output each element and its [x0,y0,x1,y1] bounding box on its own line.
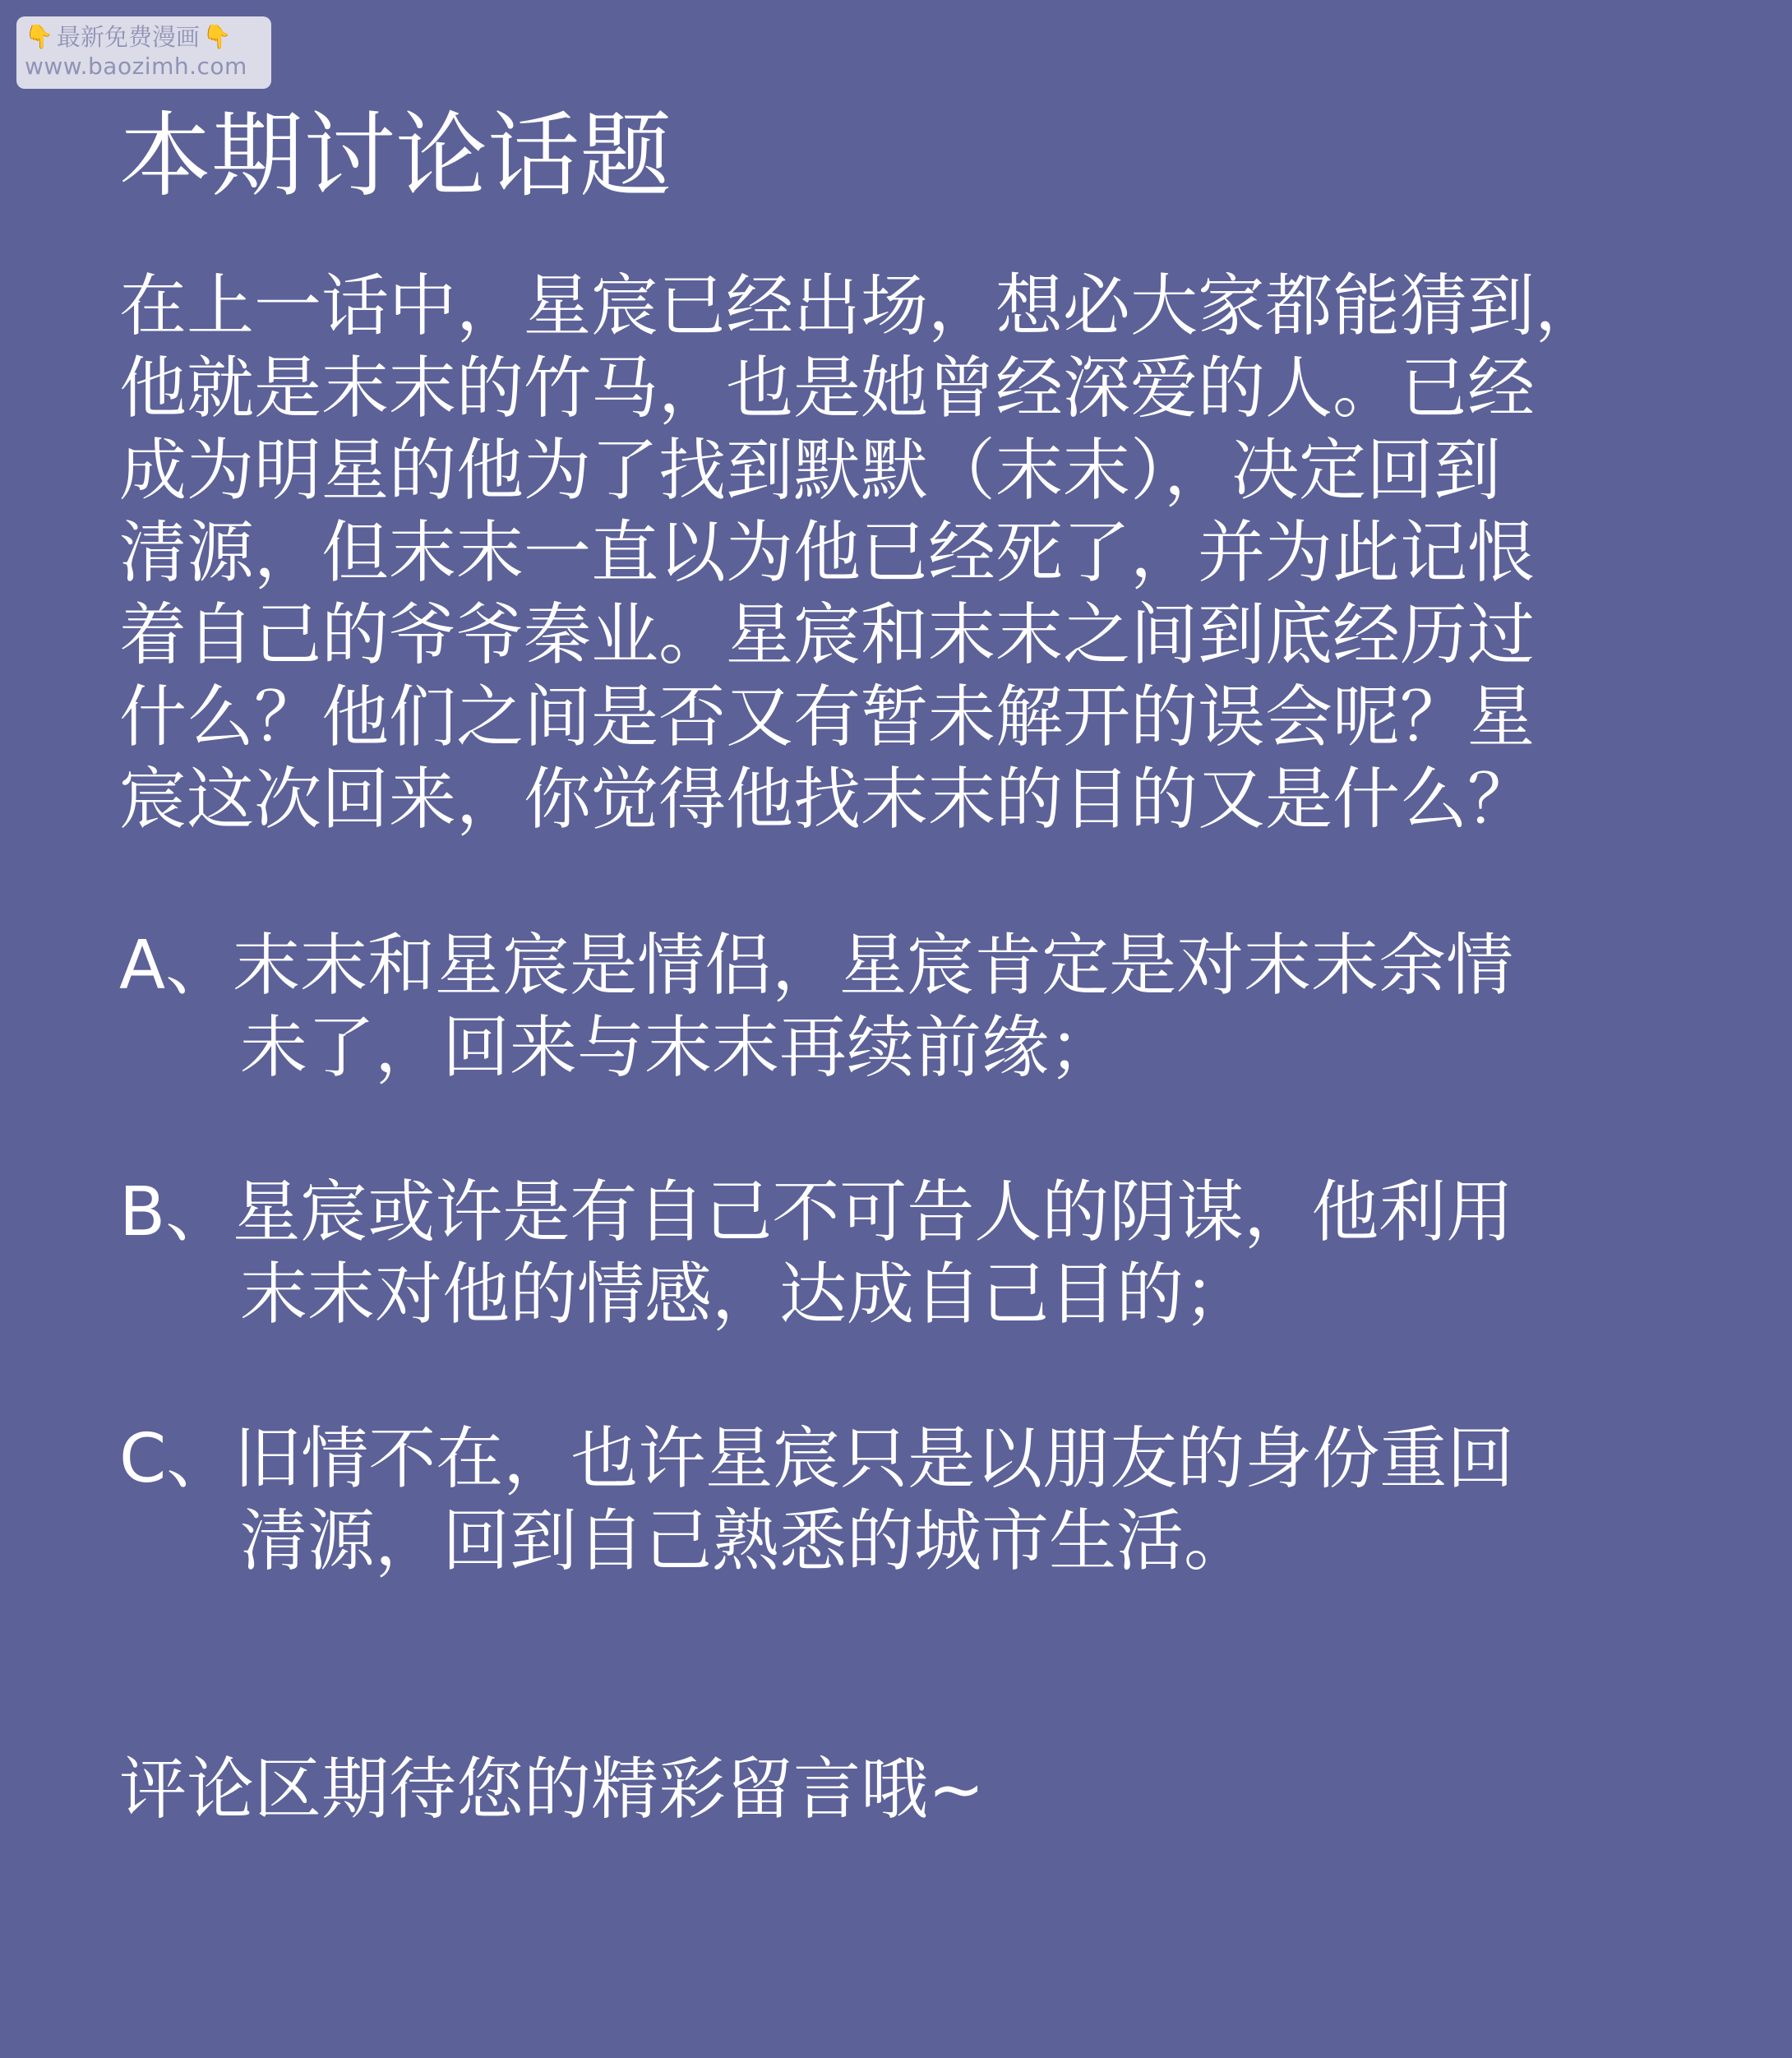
option-c [119,1418,1681,1583]
intro-line: 他就是末末的竹马，也是她曾经深爱的人。已经 [119,349,1536,428]
intro-paragraph [119,266,1681,841]
watermark-text: 最新免费漫画 [56,23,200,51]
option-a-line2: 未了，回来与末末再续前缘； [240,1009,1117,1087]
watermark-badge [16,16,271,89]
closing-text: 评论区期待您的精彩留言哦~ [119,1750,985,1829]
page-title: 本期讨论话题 [119,103,672,210]
watermark-url: www.baozimh.com [25,53,247,80]
intro-line: 什么？他们之间是否又有暂未解开的误会呢？星 [119,678,1536,756]
intro-line: 着自己的爷爷秦业。星宸和末末之间到底经历过 [119,596,1536,674]
option-c-line2: 清源，回到自己熟悉的城市生活。 [240,1502,1252,1580]
intro-line: 清源，但末末一直以为他已经死了，并为此记恨 [119,514,1536,592]
option-c-line1: C、旧情不在，也许星宸只是以朋友的身份重回 [119,1420,1515,1498]
intro-line: 成为明星的他为了找到默默（末末），决定回到 [119,432,1502,510]
option-a [119,925,1681,1089]
option-b-line1: B、星宸或许是有自己不可告人的阴谋，他利用 [119,1173,1514,1251]
intro-line: 宸这次回来，你觉得他找末末的目的又是什么？ [119,761,1536,839]
intro-line: 在上一话中，星宸已经出场，想必大家都能猜到， [119,267,1603,345]
option-a-line1: A、末末和星宸是情侣，星宸肯定是对末末余情 [119,927,1514,1005]
option-b-line2: 末末对他的情感，达成自己目的； [240,1256,1252,1334]
pointing-hand-icon: 👇 [202,23,232,50]
pointing-hand-icon: 👇 [25,23,53,50]
option-b [119,1172,1681,1336]
watermark-line1 [25,21,263,53]
